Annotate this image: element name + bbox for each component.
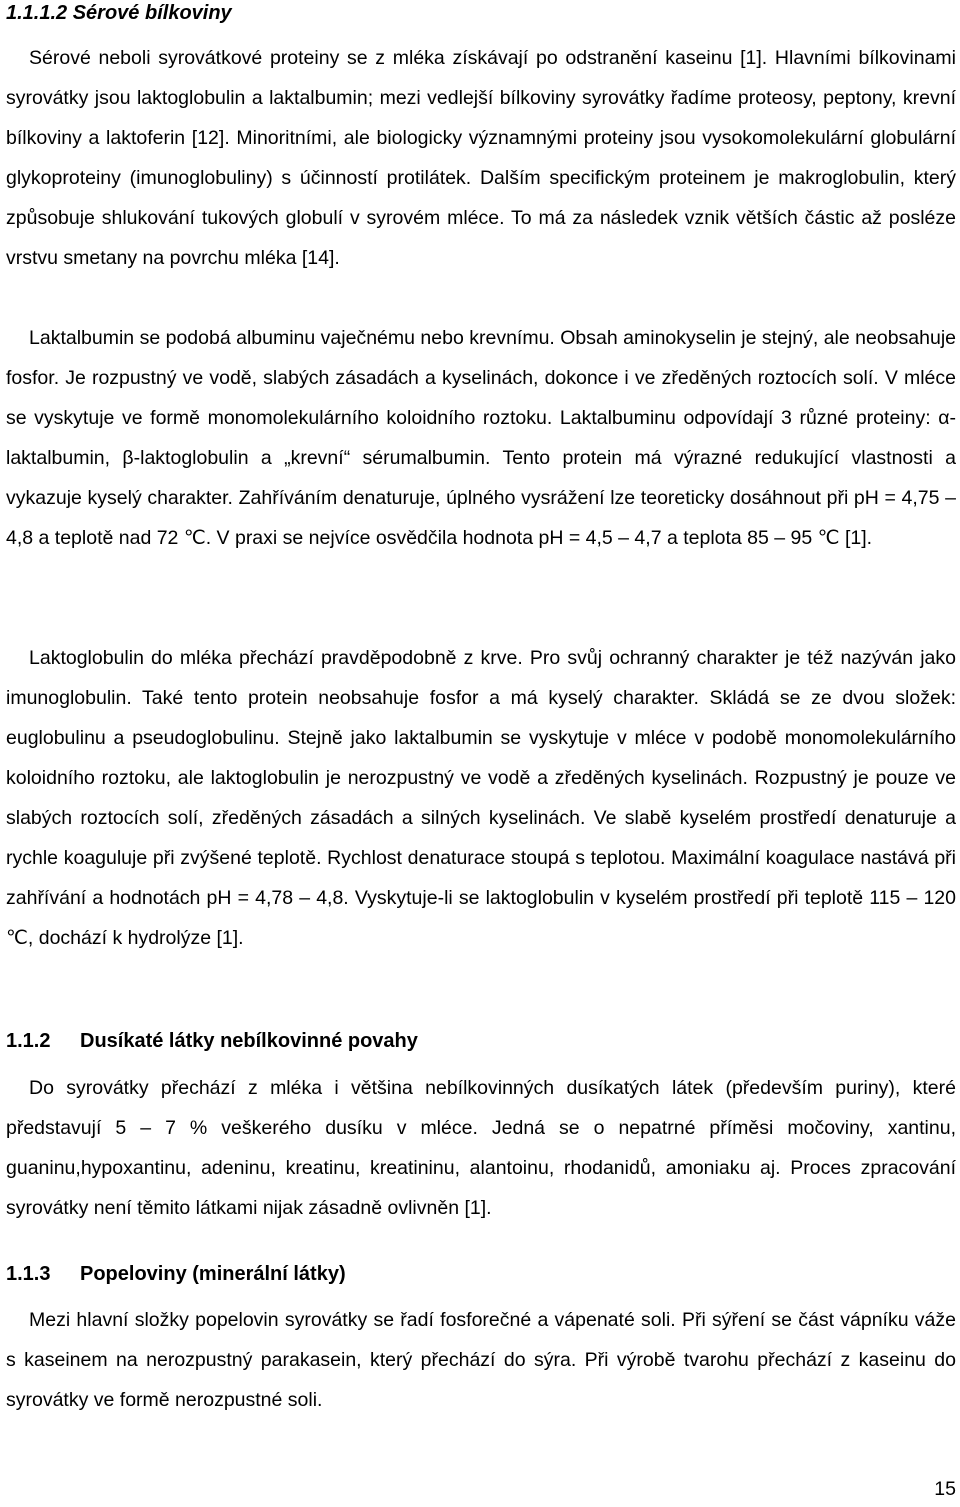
paragraph-laktoglobulin: Laktoglobulin do mléka přechází pravděpodobně z krve. Pro svůj ochranný charakter je též nazýván jako imunoglobulin. Také tento protein neobsahuje fosfor a má kyselý charakter. Skládá se ze dvou složek: euglobulinu a pseudoglobulinu. Stejně jako laktalbumin se vyskytuje v mléce v podobě monomolekulárního koloidního roztoku, ale laktoglobulin je nerozpustný ve vodě a zředěných kyselinách. Rozpustný je pouze ve slabých roztocích solí, zředěných zásadách a silných kyselinách. Ve slabě kyselém prostředí denaturuje a rychle koaguluje při zvýšené teplotě. Rychlost denaturace stoupá s teplotou. Maximální koagulace nastává při zahřívání a hodnotách pH = 4,78 – 4,8. Vyskytuje-li se laktoglobulin v kyselém prostředí při teplotě 115 – 120 ℃, dochází k hydrolýze [1]. bbox=[6, 647, 956, 949]
paragraph-popeloviny: Mezi hlavní složky popelovin syrovátky se řadí fosforečné a vápenaté soli. Při sýření se část vápníku váže s kaseinem na nerozpustný parakasein, který přechází do sýra. Při výrobě tvarohu přechází z kaseinu do syrovátky ve formě nerozpustné soli. bbox=[6, 1309, 956, 1411]
section-heading-dusikate-latky bbox=[6, 1028, 418, 1054]
paragraph-dusikate-latky: Do syrovátky přechází z mléka i většina nebílkovinných dusíkatých látek (především puriny), které představují 5 – 7 % veškerého dusíku v mléce. Jedná se o nepatrné příměsi močoviny, xantinu, guaninu,hypoxantinu, adeninu, kreatinu, kreatininu, alantoinu, rhodanidů, amoniaku aj. Proces zpracování syrovátky není těmito látkami nijak zásadně ovlivněn [1]. bbox=[6, 1077, 956, 1219]
paragraph-serove-proteiny: Sérové neboli syrovátkové proteiny se z mléka získávají po odstranění kaseinu [1]. Hlavními bílkovinami syrovátky jsou laktoglobulin a laktalbumin; mezi vedlejší bílkoviny syrovátky řadíme proteosy, peptony, krevní bílkoviny a laktoferin [12]. Minoritními, ale biologicky významnými proteiny jsou vysokomolekulární globulární glykoproteiny (imunoglobuliny) s účinností protilátek. Dalším specifickým proteinem je makroglobulin, který způsobuje shlukování tukových globulí v syrovém mléce. To má za následek vznik větších částic až posléze vrstvu smetany na povrchu mléka [14]. bbox=[6, 47, 956, 269]
page-number: 15 bbox=[934, 1478, 956, 1500]
section-number: 1.1.3 bbox=[6, 1263, 51, 1285]
section-title: Dusíkaté látky nebílkovinné povahy bbox=[80, 1030, 418, 1052]
section-heading-popeloviny bbox=[6, 1261, 346, 1287]
paragraph-laktalbumin: Laktalbumin se podobá albuminu vaječnému nebo krevnímu. Obsah aminokyselin je stejný, ale neobsahuje fosfor. Je rozpustný ve vodě, slabých zásadách a kyselinách, dokonce i ve zředěných roztocích solí. V mléce se vyskytuje ve formě monomolekulárního koloidního roztoku. Laktalbuminu odpovídají 3 různé proteiny: α-laktalbumin, β-laktoglobulin a „krevní“ sérumalbumin. Tento protein má výrazné redukující vlastnosti a vykazuje kyselý charakter. Zahříváním denaturuje, úplného vysrážení lze teoreticky dosáhnout při pH = 4,75 – 4,8 a teplotě nad 72 ℃. V praxi se nejvíce osvědčila hodnota pH = 4,5 – 4,7 a teplota 85 – 95 ℃ [1]. bbox=[6, 327, 956, 549]
section-title: Popeloviny (minerální látky) bbox=[80, 1263, 346, 1285]
section-number: 1.1.2 bbox=[6, 1030, 51, 1052]
subsection-heading-serove-bilkoviny: 1.1.1.2 Sérové bílkoviny bbox=[6, 2, 232, 24]
